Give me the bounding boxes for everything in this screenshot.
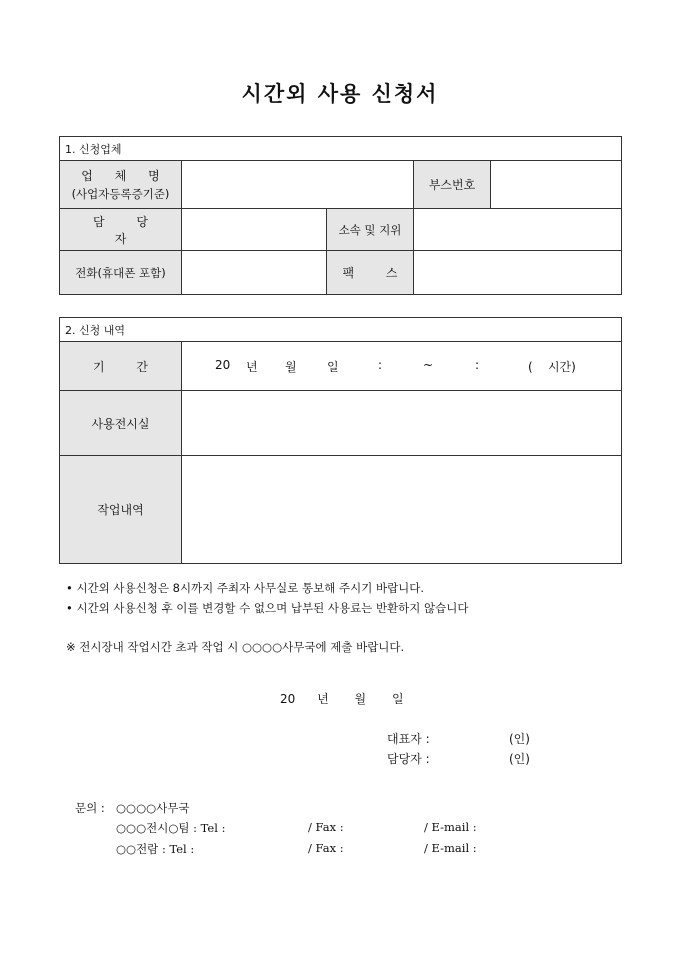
signature-manager bbox=[387, 750, 530, 767]
note-item: • 시간외 사용신청 후 이를 변경할 수 없으며 납부된 사용료는 반환하지 않습니다 bbox=[66, 601, 469, 615]
period-hours: ( 시간) bbox=[528, 360, 576, 374]
request-table bbox=[59, 317, 622, 564]
contact-row bbox=[116, 820, 536, 836]
signature-representative bbox=[387, 730, 530, 747]
company-label: 업 체 명 bbox=[81, 169, 169, 183]
representative-label: 대표자 : bbox=[387, 732, 430, 746]
date-year-prefix: 20 bbox=[280, 692, 296, 706]
period-day: 일 bbox=[327, 360, 339, 374]
company-label-cell bbox=[60, 161, 182, 209]
company-sub-label: (사업자등록증기준) bbox=[71, 187, 170, 201]
section1-header: 1. 신청업체 bbox=[60, 137, 622, 161]
contact-row-fax: / Fax : bbox=[308, 841, 344, 855]
fax-input[interactable] bbox=[414, 251, 622, 295]
date-day: 일 bbox=[391, 692, 404, 706]
manager-sig-label: 담당자 : bbox=[387, 752, 430, 766]
section2-header: 2. 신청 내역 bbox=[60, 318, 622, 342]
date-month: 월 bbox=[354, 692, 367, 706]
contact-row-email: / E-mail : bbox=[424, 820, 477, 834]
booth-label: 부스번호 bbox=[414, 161, 491, 209]
manager-input[interactable] bbox=[182, 209, 327, 251]
date-line bbox=[280, 690, 404, 707]
work-label: 작업내역 bbox=[60, 456, 182, 564]
contact-row bbox=[116, 841, 536, 857]
contact-row-name: ○○○전시○팀 : Tel : bbox=[116, 821, 226, 835]
period-colon-end: : bbox=[475, 358, 480, 372]
page-title: 시간외 사용 신청서 bbox=[241, 81, 439, 106]
company-input[interactable] bbox=[182, 161, 414, 209]
seal-representative: (인) bbox=[509, 732, 530, 746]
note-item: • 시간외 사용신청은 8시까지 주최자 사무실로 통보해 주시기 바랍니다. bbox=[66, 581, 425, 595]
contact-office: ○○○○사무국 bbox=[116, 801, 190, 815]
period-month: 월 bbox=[285, 360, 297, 374]
work-input[interactable] bbox=[182, 456, 622, 564]
notes-list bbox=[66, 578, 468, 618]
date-year: 년 bbox=[317, 692, 329, 706]
phone-input[interactable] bbox=[182, 251, 327, 295]
manager-label: 담 당 자 bbox=[60, 209, 182, 251]
contact-row-name: ○○전람 : Tel : bbox=[116, 842, 195, 856]
applicant-table bbox=[59, 136, 622, 295]
dept-input[interactable] bbox=[414, 209, 622, 251]
contact-row-fax: / Fax : bbox=[308, 820, 344, 834]
dept-label: 소속 및 지위 bbox=[327, 209, 414, 251]
booth-input[interactable] bbox=[491, 161, 622, 209]
period-year-prefix: 20 bbox=[215, 358, 231, 372]
hall-input[interactable] bbox=[182, 391, 622, 456]
contact-label: 문의 : bbox=[75, 801, 105, 815]
period-label: 기 간 bbox=[60, 342, 182, 391]
phone-label: 전화(휴대폰 포함) bbox=[60, 251, 182, 295]
fax-label: 팩 스 bbox=[327, 251, 414, 295]
period-colon-start: : bbox=[378, 358, 383, 372]
contact-row-email: / E-mail : bbox=[424, 841, 477, 855]
period-tilde: ~ bbox=[423, 358, 434, 372]
seal-manager: (인) bbox=[509, 752, 530, 766]
remark: ※ 전시장내 작업시간 초과 작업 시 ○○○○사무국에 제출 바랍니다. bbox=[66, 640, 405, 654]
hall-label: 사용전시실 bbox=[60, 391, 182, 456]
period-year: 년 bbox=[246, 360, 258, 374]
period-input[interactable] bbox=[182, 342, 622, 391]
